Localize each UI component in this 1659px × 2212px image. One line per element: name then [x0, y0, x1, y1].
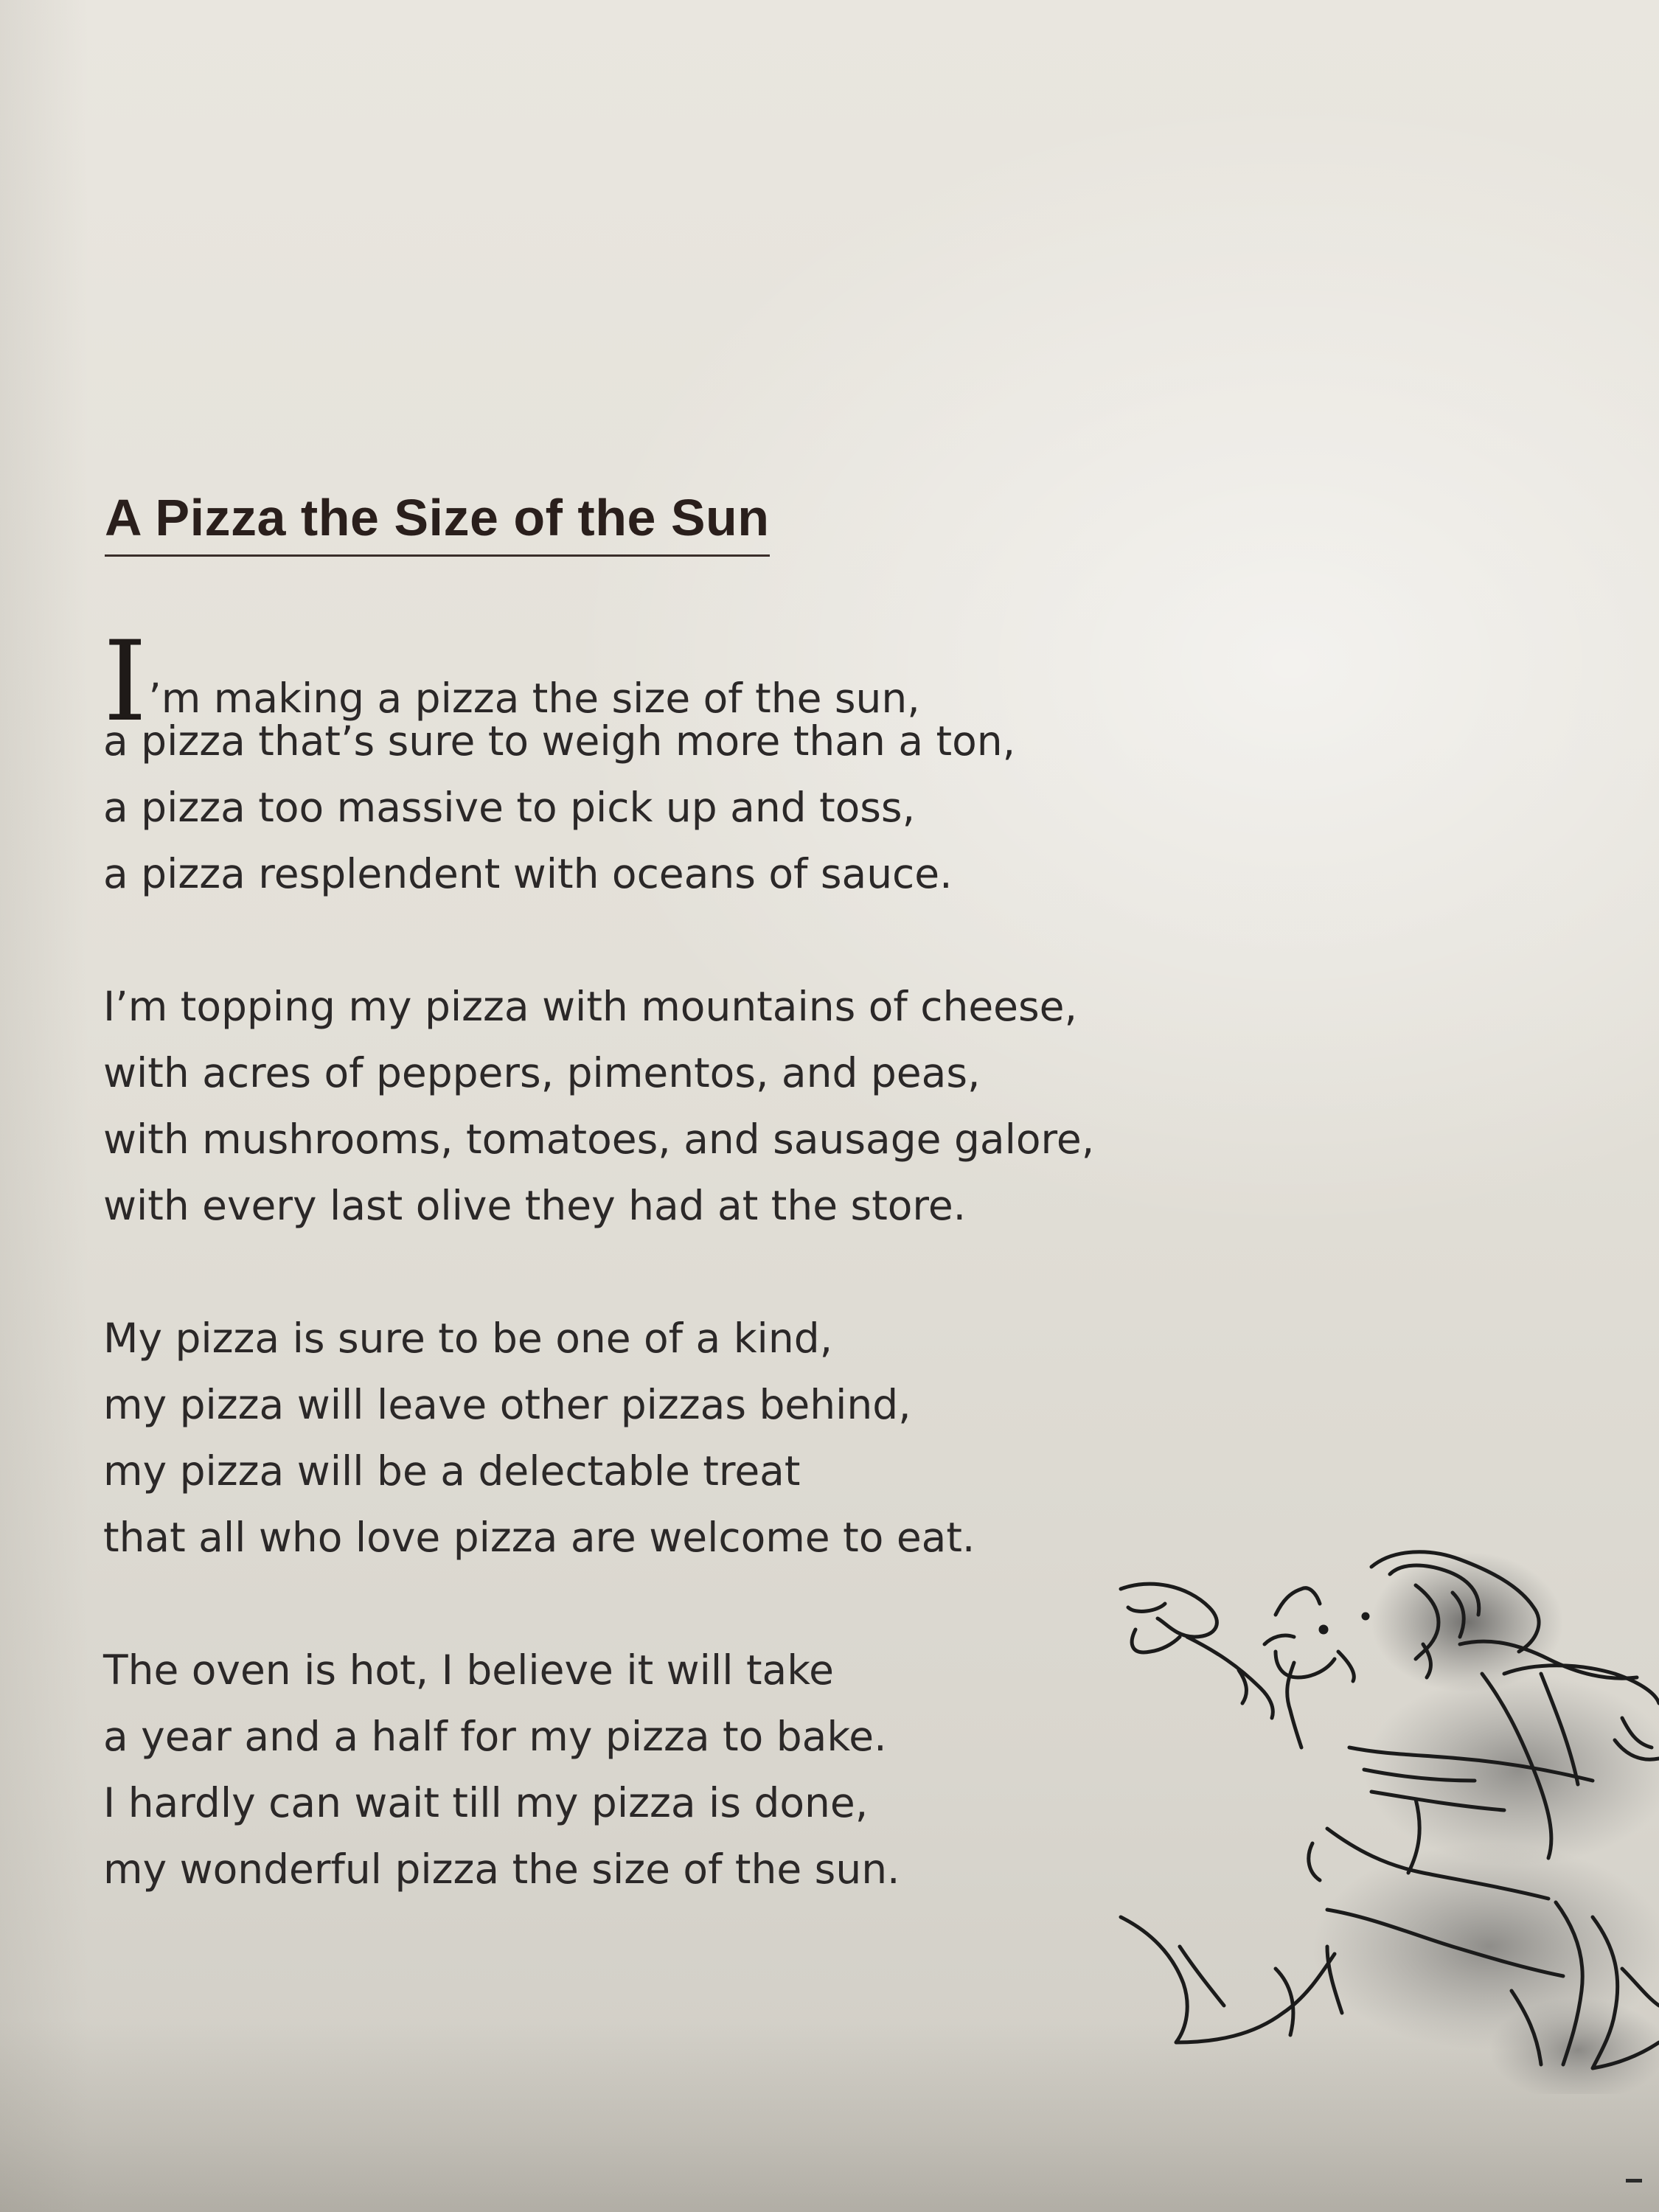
stanza-2 [103, 973, 1135, 1239]
poem-line: my pizza will leave other pizzas behind, [103, 1381, 911, 1428]
poem-body [103, 618, 1135, 1969]
poem-line: with acres of peppers, pimentos, and peas, [103, 1049, 981, 1096]
page-shadow-left [0, 0, 88, 2212]
poem-line: with mushrooms, tomatoes, and sausage galore, [103, 1116, 1095, 1163]
poem-line: a pizza too massive to pick up and toss, [103, 784, 916, 831]
poem-line: a pizza resplendent with oceans of sauce. [103, 850, 953, 897]
poem-line: with every last olive they had at the store. [103, 1182, 967, 1229]
page-corner-mark [1626, 2179, 1642, 2183]
poem-line: a pizza that’s sure to weigh more than a ton, [103, 717, 1016, 765]
stanza-4 [103, 1637, 1135, 1902]
poem-title: A Pizza the Size of the Sun [105, 488, 770, 557]
poem-line: I’m making a pizza the size of the sun, [103, 618, 920, 746]
stanza-3 [103, 1305, 1135, 1571]
drop-cap: I [103, 618, 147, 746]
poem-line: that all who love pizza are welcome to eat. [103, 1514, 975, 1561]
pizza-chef-sketch-icon [1106, 1534, 1659, 2094]
poem-line: a year and a half for my pizza to bake. [103, 1713, 887, 1760]
poem-line: my wonderful pizza the size of the sun. [103, 1846, 900, 1893]
stanza-1 [103, 618, 1135, 907]
poem-line: I’m topping my pizza with mountains of cheese, [103, 983, 1077, 1030]
poem-line: my pizza will be a delectable treat [103, 1447, 801, 1495]
poem-line: I hardly can wait till my pizza is done, [103, 1779, 869, 1826]
poem-line: The oven is hot, I believe it will take [103, 1646, 834, 1694]
poem-line: My pizza is sure to be one of a kind, [103, 1315, 833, 1362]
